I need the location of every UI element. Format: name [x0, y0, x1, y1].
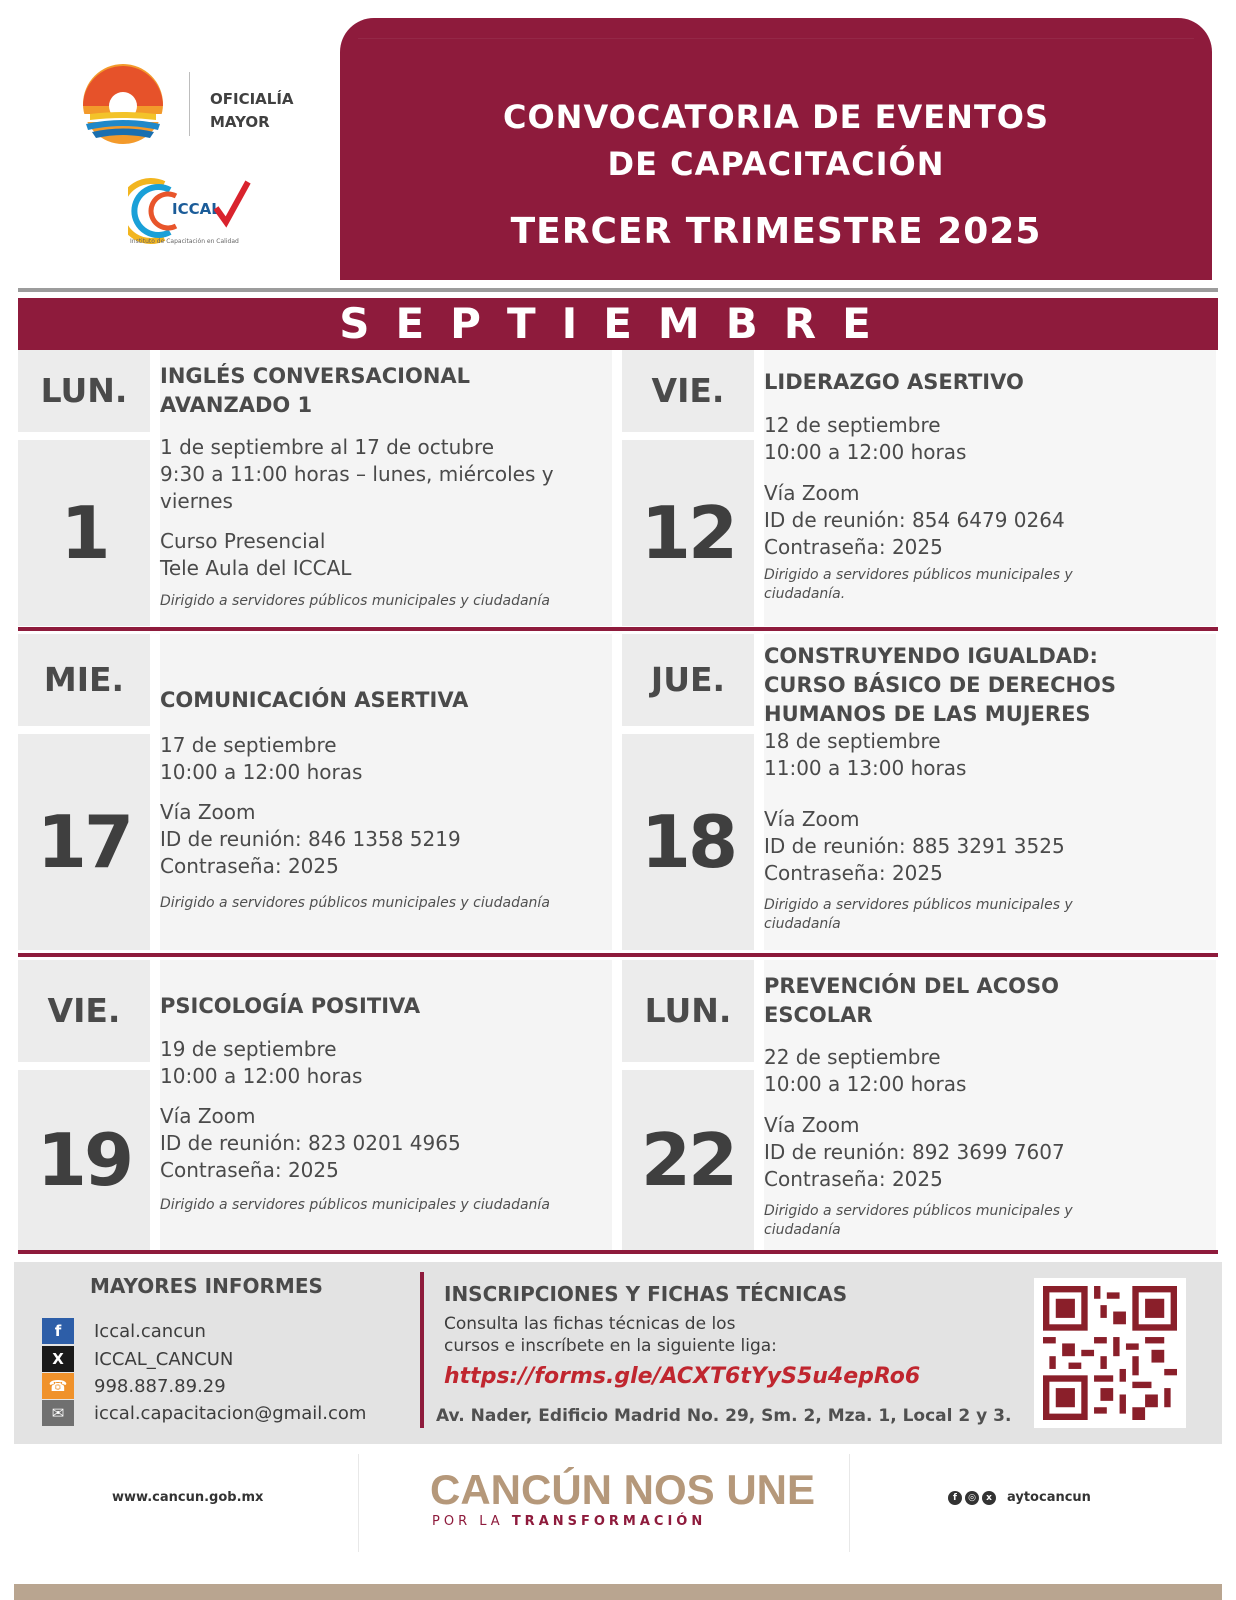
- event-audience: Dirigido a servidores públicos municipales y ciudadanía.: [764, 567, 1073, 602]
- event-mode: Vía Zoom: [764, 1113, 860, 1137]
- event-meeting-id: ID de reunión: 885 3291 3525: [764, 834, 1065, 858]
- event-date: 18 de septiembre: [764, 729, 941, 753]
- registration-link[interactable]: https://forms.gle/ACXT6tYyS5u4epRo6: [444, 1364, 921, 1389]
- oficialia-mayor-label: [210, 88, 320, 134]
- title-line1: CONVOCATORIA DE EVENTOS: [502, 98, 1050, 136]
- event-content: [764, 350, 1216, 626]
- event-mode: Vía Zoom: [764, 807, 860, 831]
- event-card: [18, 634, 618, 950]
- contact-text: iccal.capacitacion@gmail.com: [94, 1402, 367, 1424]
- events-grid: [18, 350, 1218, 1278]
- title-banner-stripe: [358, 38, 1194, 96]
- event-card: [622, 350, 1222, 626]
- month-bar: SEPTIEMBRE: [18, 298, 1218, 350]
- contact-x[interactable]: [42, 1346, 233, 1372]
- event-audience: Dirigido a servidores públicos municipales y ciudadanía: [160, 1197, 550, 1213]
- event-day-name: LUN.: [18, 350, 150, 432]
- event-audience: Dirigido a servidores públicos municipales y ciudadanía: [160, 895, 550, 911]
- event-card: [18, 350, 618, 626]
- brand-sub-b: TRANSFORMACIÓN: [511, 1514, 707, 1529]
- event-title-line: LIDERAZGO ASERTIVO: [764, 370, 1024, 394]
- header-rule: [18, 288, 1218, 292]
- event-title-line: CURSO BÁSICO DE DERECHOS: [764, 673, 1117, 697]
- event-time: 10:00 a 12:00 horas: [764, 1072, 967, 1096]
- event-password: Contraseña: 2025: [764, 535, 943, 559]
- event-day-number: 19: [18, 1070, 150, 1250]
- iccal-subtitle: Instituto de Capacitación en Calidad: [130, 238, 239, 245]
- brand-slogan: CANCÚN NOS UNE: [430, 1466, 816, 1513]
- event-content: [764, 960, 1216, 1250]
- event-title-line: PSICOLOGÍA POSITIVA: [160, 994, 421, 1018]
- event-title-line: PREVENCIÓN DEL ACOSO: [764, 974, 1060, 998]
- logo-divider: [189, 72, 190, 136]
- event-title-line: COMUNICACIÓN ASERTIVA: [160, 688, 469, 712]
- qr-code[interactable]: [1034, 1278, 1186, 1428]
- contact-text: ICCAL_CANCUN: [94, 1348, 234, 1370]
- brand-sub-a: POR LA: [432, 1514, 504, 1529]
- contact-text: 998.887.89.29: [94, 1375, 226, 1397]
- event-title-line: CONSTRUYENDO IGUALDAD:: [764, 644, 1098, 668]
- event-date: 19 de septiembre: [160, 1037, 337, 1061]
- event-date: 22 de septiembre: [764, 1045, 941, 1069]
- event-title-line: ESCOLAR: [764, 1003, 873, 1027]
- brand-subslogan: [432, 1514, 706, 1529]
- event-content: [764, 634, 1216, 950]
- event-title-line: HUMANOS DE LAS MUJERES: [764, 702, 1091, 726]
- oficialia-line1: OFICIALÍA: [210, 90, 294, 108]
- oficialia-line2: MAYOR: [210, 113, 270, 131]
- event-card: [622, 634, 1222, 950]
- bottom-band: [14, 1584, 1222, 1600]
- event-day-name: VIE.: [622, 350, 754, 432]
- event-meeting-id: ID de reunión: 892 3699 7607: [764, 1140, 1065, 1164]
- x-icon: x: [982, 1491, 996, 1505]
- event-card: [622, 960, 1222, 1250]
- event-title-line: INGLÉS CONVERSACIONAL: [160, 364, 471, 388]
- website-link[interactable]: www.cancun.gob.mx: [112, 1490, 264, 1505]
- more-info-title: MAYORES INFORMES: [90, 1274, 323, 1298]
- event-content: [160, 960, 612, 1250]
- iccal-logo-text: ICCAL: [172, 200, 221, 218]
- event-day-number: 12: [622, 440, 754, 626]
- event-date: 1 de septiembre al 17 de octubre: [160, 435, 495, 459]
- event-day-name: VIE.: [18, 960, 150, 1062]
- event-date: 12 de septiembre: [764, 413, 941, 437]
- event-time: 11:00 a 13:00 horas: [764, 756, 967, 780]
- x-icon: X: [42, 1346, 74, 1372]
- event-title-line: AVANZADO 1: [160, 393, 313, 417]
- event-password: Contraseña: 2025: [764, 861, 943, 885]
- instagram-icon: ◎: [965, 1491, 979, 1505]
- event-day-number: 1: [18, 440, 150, 626]
- event-day-number: 17: [18, 734, 150, 950]
- event-meeting-id: ID de reunión: 823 0201 4965: [160, 1131, 461, 1155]
- event-time-cont: viernes: [160, 489, 233, 513]
- event-mode: Curso Presencial: [160, 529, 326, 553]
- social-handle-text: aytocancun: [1007, 1490, 1091, 1505]
- cancun-sun-logo: [80, 62, 166, 148]
- event-content: [160, 350, 612, 626]
- row-separator: [18, 1250, 1218, 1254]
- address: Av. Nader, Edificio Madrid No. 29, Sm. 2, Mza. 1, Local 2 y 3.: [436, 1406, 1012, 1426]
- event-day-number: 18: [622, 734, 754, 950]
- registration-text-line2: cursos e inscríbete en la siguiente liga:: [444, 1336, 777, 1356]
- registration-text-line1: Consulta las fichas técnicas de los: [444, 1314, 736, 1334]
- title-line2: DE CAPACITACIÓN: [607, 145, 945, 183]
- event-time: 10:00 a 12:00 horas: [764, 440, 967, 464]
- event-mode: Vía Zoom: [764, 481, 860, 505]
- contact-phone[interactable]: [42, 1373, 226, 1399]
- qr-code-graphic: [1042, 1286, 1178, 1420]
- event-content: [160, 634, 612, 950]
- phone-icon: ☎: [42, 1373, 74, 1399]
- row-separator: [18, 953, 1218, 957]
- event-meeting-id: ID de reunión: 846 1358 5219: [160, 827, 461, 851]
- registration-title: INSCRIPCIONES Y FICHAS TÉCNICAS: [444, 1282, 848, 1306]
- event-location: Tele Aula del ICCAL: [160, 556, 352, 580]
- event-password: Contraseña: 2025: [160, 854, 339, 878]
- title-line3: TERCER TRIMESTRE 2025: [510, 211, 1042, 252]
- event-password: Contraseña: 2025: [764, 1167, 943, 1191]
- event-date: 17 de septiembre: [160, 733, 337, 757]
- event-time: 10:00 a 12:00 horas: [160, 1064, 363, 1088]
- event-time: 9:30 a 11:00 horas – lunes, miércoles y: [160, 462, 554, 486]
- contact-facebook[interactable]: [42, 1318, 206, 1344]
- contact-email[interactable]: [42, 1400, 366, 1426]
- social-handle[interactable]: [948, 1490, 1091, 1505]
- event-audience: Dirigido a servidores públicos municipales y ciudadanía: [764, 1203, 1073, 1238]
- event-card: [18, 960, 618, 1250]
- contact-text: Iccal.cancun: [94, 1320, 206, 1342]
- event-day-name: MIE.: [18, 634, 150, 726]
- info-divider: [420, 1272, 424, 1428]
- event-meeting-id: ID de reunión: 854 6479 0264: [764, 508, 1065, 532]
- event-day-name: LUN.: [622, 960, 754, 1062]
- facebook-icon: f: [42, 1318, 74, 1344]
- event-audience: Dirigido a servidores públicos municipales y ciudadanía: [160, 593, 550, 609]
- event-password: Contraseña: 2025: [160, 1158, 339, 1182]
- mail-icon: ✉: [42, 1400, 74, 1426]
- facebook-icon: f: [948, 1491, 962, 1505]
- event-day-name: JUE.: [622, 634, 754, 726]
- event-mode: Vía Zoom: [160, 800, 256, 824]
- event-day-number: 22: [622, 1070, 754, 1250]
- event-mode: Vía Zoom: [160, 1104, 256, 1128]
- row-separator: [18, 627, 1218, 631]
- event-audience: Dirigido a servidores públicos municipales y ciudadanía: [764, 897, 1073, 932]
- title-banner: [340, 18, 1212, 280]
- event-time: 10:00 a 12:00 horas: [160, 760, 363, 784]
